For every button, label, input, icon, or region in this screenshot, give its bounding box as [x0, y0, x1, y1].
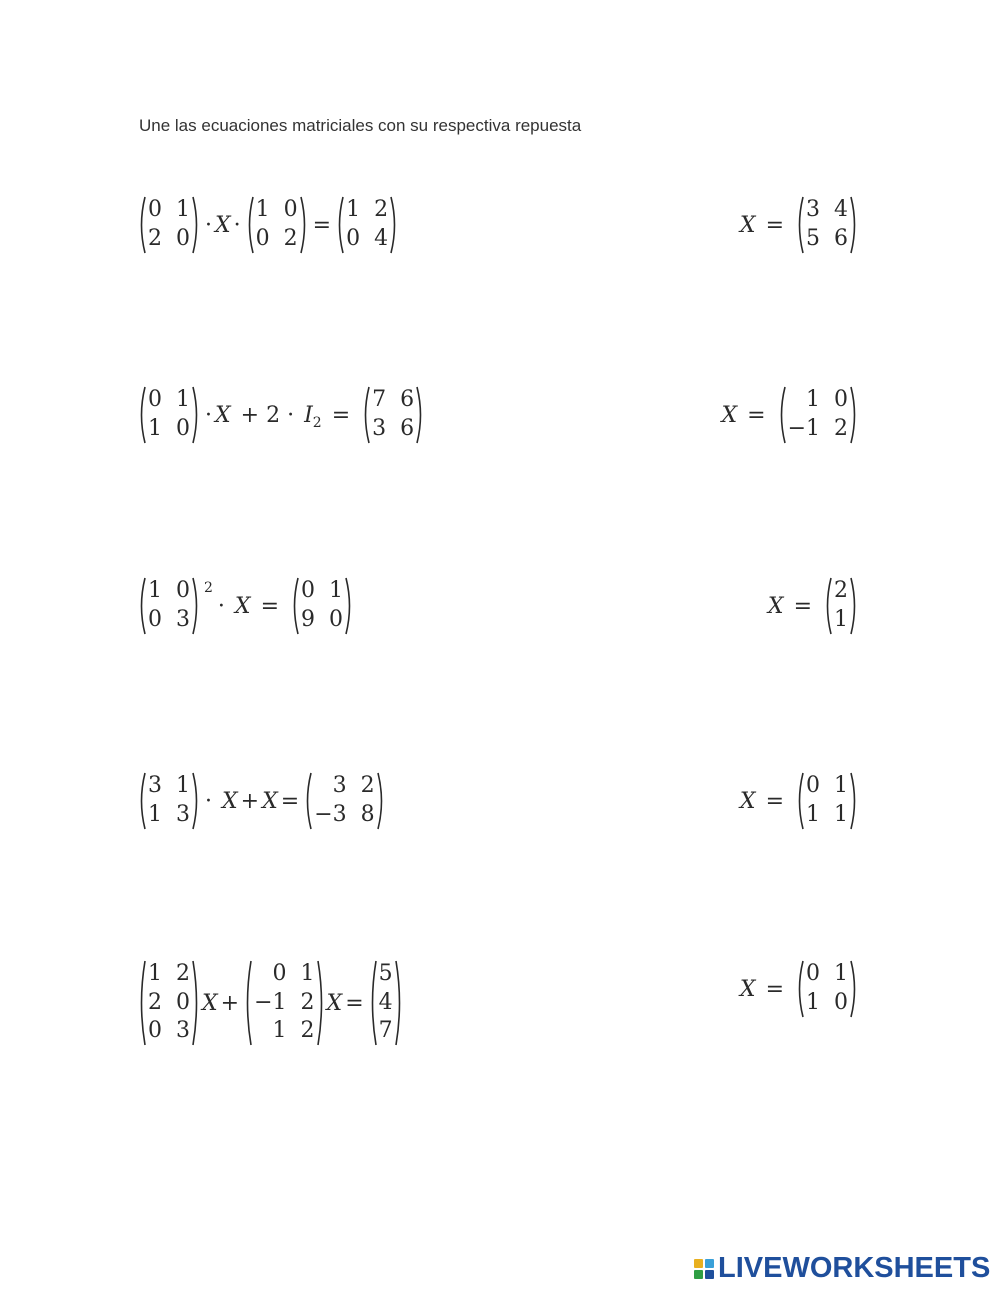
- operator: ·: [217, 593, 232, 619]
- matrix-cell: 0: [806, 773, 820, 798]
- matrix: [137, 772, 201, 830]
- right-paren: [192, 386, 201, 444]
- matrix-cell: 1: [176, 387, 190, 412]
- operator: =: [786, 593, 819, 619]
- matrix-cell: 1: [346, 197, 361, 222]
- matrix-cell: 0: [176, 578, 190, 603]
- variable: I: [304, 402, 313, 428]
- matrix-cell: 1: [806, 387, 820, 412]
- matrix-cell: 1: [148, 578, 162, 603]
- matrix-cell: 1: [300, 961, 315, 986]
- left-paren: [335, 196, 344, 254]
- operator: =: [758, 976, 791, 1002]
- right-paren: [850, 960, 859, 1018]
- variable: X: [215, 402, 231, 428]
- left-paren: [137, 196, 146, 254]
- matrix-cell: 3: [372, 416, 387, 441]
- matrix-cell: 1: [806, 802, 820, 827]
- matrix: [290, 577, 354, 635]
- variable: X: [202, 990, 218, 1016]
- matrix-cell: 0: [346, 226, 361, 251]
- right-paren: [850, 386, 859, 444]
- matrix-cell: 1: [148, 416, 162, 441]
- matrix-cell: 4: [378, 989, 393, 1015]
- matrix-cell: 7: [372, 387, 387, 412]
- right-paren: [377, 772, 386, 830]
- right-paren: [192, 196, 201, 254]
- matrix-cell: 1: [834, 773, 848, 798]
- variable: X: [234, 593, 251, 619]
- matrix-cell: 2: [148, 226, 162, 251]
- right-paren: [192, 577, 201, 635]
- operator: ·: [205, 212, 212, 238]
- matrix-cell: 1: [148, 802, 162, 827]
- answer-2[interactable]: [721, 386, 860, 444]
- equation-5[interactable]: [136, 960, 405, 1046]
- operator: ·: [233, 212, 241, 238]
- left-paren: [137, 577, 146, 635]
- matrix-cell: 2: [834, 578, 848, 603]
- left-paren: [795, 960, 804, 1018]
- answer-3[interactable]: [768, 577, 860, 635]
- left-paren: [795, 772, 804, 830]
- variable: X: [739, 212, 756, 238]
- matrix-cell: 3: [176, 607, 190, 632]
- right-paren: [345, 577, 354, 635]
- matrix-cell: 6: [400, 416, 415, 441]
- matrix-cell: 9: [301, 607, 316, 632]
- matrix-cell: 1: [148, 961, 162, 986]
- right-paren: [850, 196, 859, 254]
- operator: =: [312, 212, 332, 238]
- equation-4[interactable]: [136, 772, 387, 830]
- matrix-cell: 3: [176, 802, 190, 827]
- equation-1[interactable]: [136, 196, 400, 254]
- matrix-cell: 1: [176, 197, 190, 222]
- answer-1[interactable]: [740, 196, 860, 254]
- matrix-cell: 0: [283, 197, 298, 222]
- variable: X: [222, 788, 238, 814]
- right-paren: [192, 960, 201, 1046]
- matrix-cell: 0: [176, 226, 190, 251]
- operator: =: [758, 212, 791, 238]
- matrix-cell: 2: [374, 197, 389, 222]
- equation-2[interactable]: [136, 386, 426, 444]
- right-paren: [850, 772, 859, 830]
- variable: X: [721, 402, 738, 428]
- matrix-cell: 2: [300, 1018, 315, 1044]
- matrix: [823, 577, 859, 635]
- answer-5[interactable]: [740, 960, 860, 1018]
- matrix-cell: 1: [806, 990, 820, 1015]
- matrix: [243, 960, 325, 1046]
- left-paren: [137, 772, 146, 830]
- variable: X: [215, 212, 231, 238]
- matrix-cell: 5: [806, 226, 820, 251]
- matrix: [137, 386, 201, 444]
- matrix-cell: 2: [834, 416, 848, 441]
- right-paren: [850, 577, 859, 635]
- left-paren: [245, 196, 254, 254]
- logo-text: LIVEWORKSHEETS: [718, 1252, 991, 1284]
- matrix: [335, 196, 399, 254]
- variable: X: [326, 990, 343, 1016]
- left-paren: [243, 960, 252, 1046]
- right-paren: [416, 386, 425, 444]
- matrix-cell: −1: [254, 989, 287, 1015]
- variable: X: [262, 788, 278, 814]
- matrix-cell: 0: [834, 990, 848, 1015]
- matrix-cell: 2: [283, 226, 298, 251]
- matrix: [137, 960, 201, 1046]
- logo-icon-square: [694, 1259, 703, 1268]
- variable: X: [739, 788, 756, 814]
- matrix-cell: 5: [378, 961, 393, 986]
- left-paren: [368, 960, 377, 1046]
- matrix-cell: 3: [176, 1018, 190, 1044]
- matrix-cell: 2: [300, 989, 315, 1015]
- left-paren: [795, 196, 804, 254]
- matrix-cell: 0: [834, 387, 848, 412]
- matrix: [368, 960, 404, 1046]
- left-paren: [137, 960, 146, 1046]
- variable: X: [739, 976, 756, 1002]
- matrix-cell: 4: [834, 197, 848, 222]
- liveworksheets-logo: [694, 1252, 990, 1285]
- left-paren: [290, 577, 299, 635]
- matrix-cell: 0: [301, 578, 316, 603]
- matrix-cell: 1: [176, 773, 190, 798]
- matrix-cell: 1: [272, 1018, 287, 1044]
- matrix-cell: 2: [176, 961, 190, 986]
- matrix-cell: 0: [148, 1018, 162, 1044]
- matrix-cell: 6: [400, 387, 415, 412]
- matrix: [245, 196, 309, 254]
- matrix: [361, 386, 425, 444]
- operator: ·: [205, 402, 212, 428]
- matrix-cell: 0: [148, 607, 162, 632]
- matrix: [303, 772, 385, 830]
- matrix-cell: 0: [148, 197, 162, 222]
- right-paren: [317, 960, 326, 1046]
- operator: =: [758, 788, 791, 814]
- matrix: [795, 960, 859, 1018]
- matrix-cell: 8: [360, 802, 375, 827]
- matrix-cell: 3: [806, 197, 820, 222]
- operator: + 2 ·: [233, 402, 302, 428]
- matrix-cell: 0: [255, 226, 270, 251]
- operator: +: [240, 788, 260, 814]
- matrix: [795, 772, 859, 830]
- operator: =: [740, 402, 773, 428]
- matrix-cell: −3: [314, 802, 347, 827]
- equation-3[interactable]: [136, 577, 355, 635]
- matrix-cell: 1: [834, 802, 848, 827]
- matrix-cell: 0: [148, 387, 162, 412]
- matrix-cell: −1: [787, 416, 820, 441]
- matrix-cell: 0: [806, 961, 820, 986]
- matrix-cell: 0: [176, 416, 190, 441]
- left-paren: [777, 386, 786, 444]
- matrix-cell: 0: [329, 607, 344, 632]
- instruction-text: Une las ecuaciones matriciales con su respectiva repuesta: [139, 116, 582, 135]
- matrix-cell: 6: [834, 226, 848, 251]
- matrix: [777, 386, 859, 444]
- subscript: 2: [312, 415, 322, 431]
- left-paren: [361, 386, 370, 444]
- right-paren: [395, 960, 404, 1046]
- matrix-cell: 7: [378, 1018, 393, 1044]
- left-paren: [823, 577, 832, 635]
- left-paren: [137, 386, 146, 444]
- matrix: [137, 196, 201, 254]
- operator: =: [324, 402, 358, 428]
- logo-icon-square: [705, 1270, 714, 1279]
- liveworksheets-logo-icon: [694, 1259, 714, 1279]
- exponent: 2: [204, 580, 213, 596]
- matrix-cell: 3: [332, 773, 347, 798]
- operator: +: [220, 990, 240, 1016]
- operator: =: [345, 990, 364, 1016]
- right-paren: [192, 772, 201, 830]
- right-paren: [300, 196, 309, 254]
- matrix-cell: 1: [329, 578, 344, 603]
- matrix-cell: 1: [834, 607, 848, 632]
- variable: X: [767, 593, 784, 619]
- operator: =: [253, 593, 287, 619]
- matrix-cell: 2: [360, 773, 375, 798]
- matrix-cell: 3: [148, 773, 162, 798]
- matrix: [137, 577, 201, 635]
- matrix: [795, 196, 859, 254]
- matrix-cell: 0: [272, 961, 287, 986]
- logo-icon-square: [694, 1270, 703, 1279]
- operator: =: [280, 788, 300, 814]
- matrix-cell: 0: [176, 989, 190, 1015]
- matrix-cell: 4: [374, 226, 389, 251]
- logo-icon-square: [705, 1259, 714, 1268]
- operator: ·: [205, 788, 219, 814]
- right-paren: [390, 196, 399, 254]
- left-paren: [303, 772, 312, 830]
- matrix-cell: 1: [834, 961, 848, 986]
- matrix-cell: 1: [255, 197, 270, 222]
- matrix-cell: 2: [148, 989, 162, 1015]
- answer-4[interactable]: [740, 772, 860, 830]
